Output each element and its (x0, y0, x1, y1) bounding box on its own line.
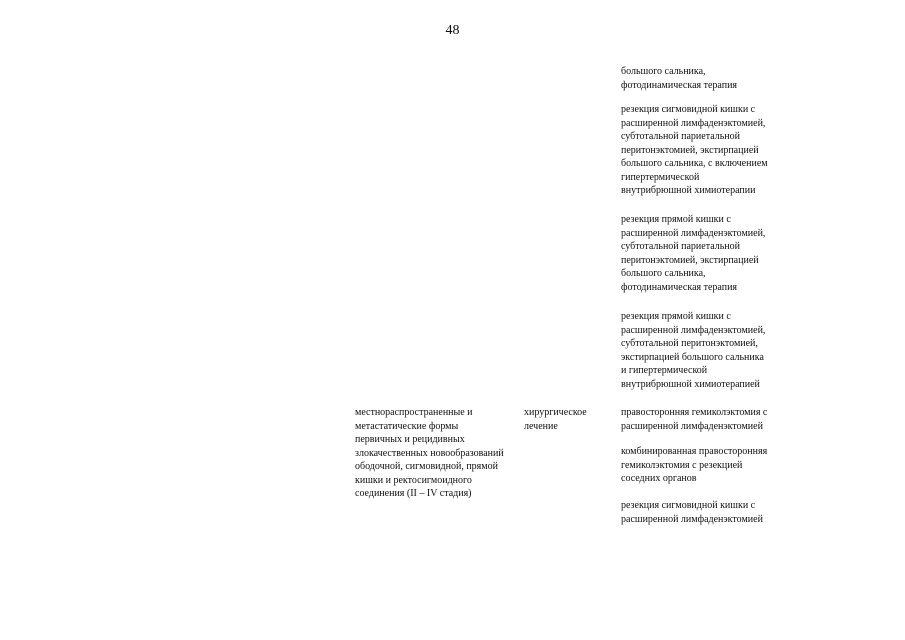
procedure-text: резекция сигмовидной кишки с расширенной лимфаденэктомией (621, 500, 763, 525)
disease-model-text: местнораспространенные и метастатические формы первичных и рецидивных злокачественных новообразований ободочной, сигмовидной, прямой кишки и ректосигмоидного соединения (II – IV стадия) (355, 407, 504, 499)
procedure-text: резекция прямой кишки с расширенной лимфаденэктомией, субтотальной перитонэктомией, экстирпацией большого сальника и гипертермической внутрибрюшной химиотерапией (621, 311, 766, 390)
procedure-text: правосторонняя гемиколэктомия с расширенной лимфаденэктомией (621, 407, 768, 432)
procedure-text: комбинированная правосторонняя гемиколэктомия с резекцией соседних органов (621, 446, 768, 484)
procedure-text: большого сальника, фотодинамическая терапия (621, 66, 738, 91)
page-number: 48 (445, 23, 460, 38)
procedure-text: резекция прямой кишки с расширенной лимфаденэктомией, субтотальной париетальной перитонэктомией, экстирпацией большого сальника, фотодинамическая терапия (621, 214, 766, 293)
procedure-text: резекция сигмовидной кишки с расширенной лимфаденэктомией, субтотальной париетальной перитонэктомией, экстирпацией большого сальника, с включением гипертермической внутрибрюшной химиотерапии (621, 104, 768, 196)
treatment-type-text: хирургическое лечение (524, 407, 587, 432)
